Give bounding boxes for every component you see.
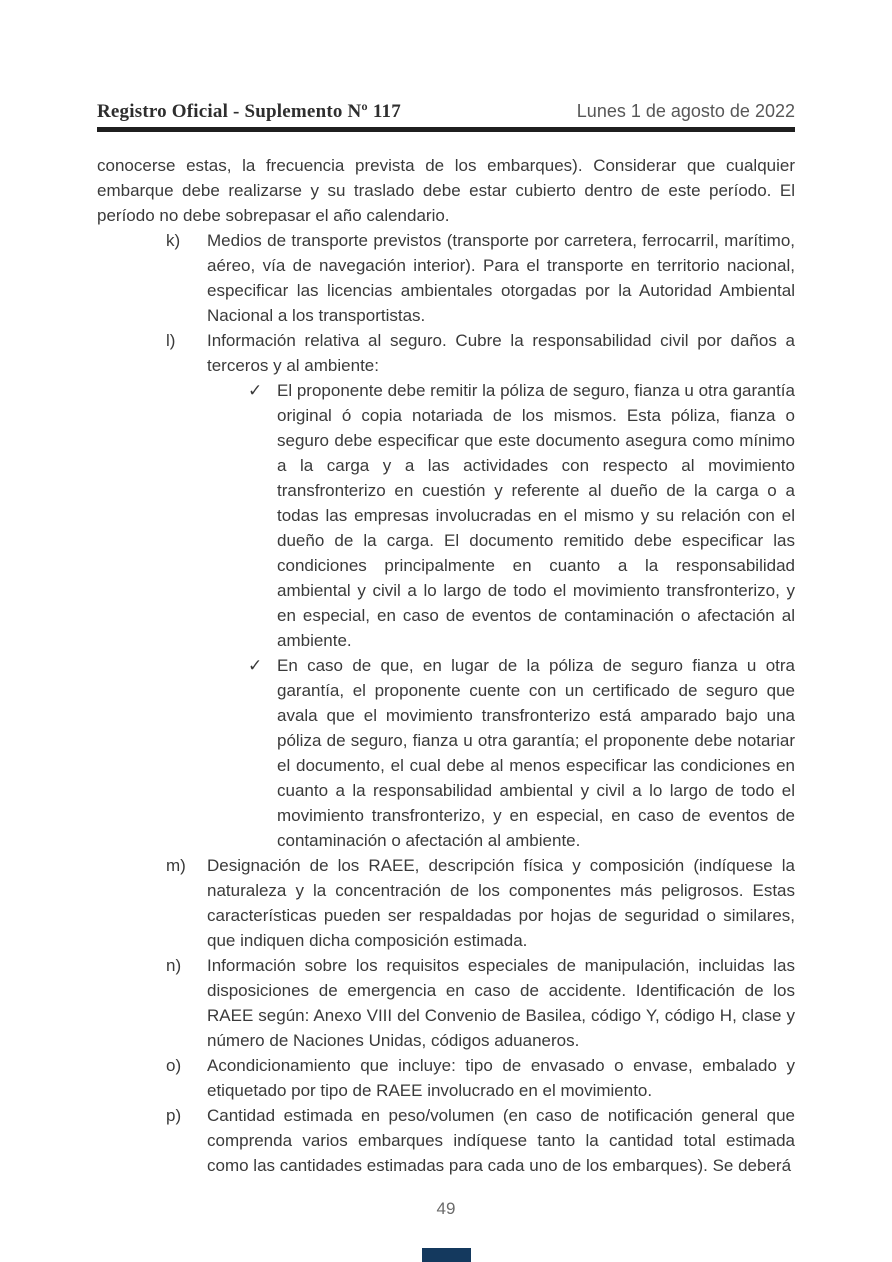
item-letter-label: l) bbox=[166, 331, 176, 350]
list-item bbox=[97, 1053, 795, 1103]
checkmark-icon: ✓ bbox=[248, 656, 263, 675]
page-marker-block bbox=[422, 1248, 471, 1262]
list-item bbox=[97, 853, 795, 953]
list-item bbox=[97, 953, 795, 1053]
intro-paragraph: conocerse estas, la frecuencia prevista de los embarques). Considerar que cualquier embarque debe realizarse y su traslado debe estar cubierto dentro de este período. El período no debe sobrepasar el año calendario. bbox=[97, 156, 795, 225]
item-text: Información sobre los requisitos especiales de manipulación, incluidas las disposiciones de emergencia en caso de accidente. Identificación de los RAEE según: Anexo VIII del Convenio de Basilea, código Y, código H, clase y número de Naciones Unidas, códigos aduaneros. bbox=[207, 956, 795, 1050]
list-item bbox=[97, 1103, 795, 1178]
item-text: Información relativa al seguro. Cubre la responsabilidad civil por daños a terceros y al ambiente: bbox=[207, 331, 795, 375]
item-letter-label: n) bbox=[166, 956, 182, 975]
checkmark-icon: ✓ bbox=[248, 381, 263, 400]
header-publication-title: Registro Oficial - Suplemento Nº 117 bbox=[97, 101, 401, 122]
check-item-text: En caso de que, en lugar de la póliza de seguro fianza u otra garantía, el proponente cuente con un certificado de seguro que avala que el movimiento transfronterizo está amparado bajo una póliza de seguro, fianza u otra garantía; el proponente debe notariar el documento, el cual debe al menos especificar las condiciones en cuanto a la responsabilidad ambiental y civil a lo largo de todo el movimiento transfronterizo, y en especial, en caso de eventos de contaminación o afectación al ambiente. bbox=[277, 656, 795, 850]
item-letter-label: m) bbox=[166, 856, 186, 875]
item-body bbox=[207, 1053, 795, 1103]
item-letter-label: o) bbox=[166, 1056, 182, 1075]
item-letter-label: k) bbox=[166, 231, 181, 250]
document-body bbox=[97, 153, 795, 1178]
items-list bbox=[97, 228, 795, 1178]
item-text: Cantidad estimada en peso/volumen (en caso de notificación general que comprenda varios embarques indíquese tanto la cantidad total estimada como las cantidades estimadas para cada uno de los embarques). Se deberá bbox=[207, 1106, 795, 1175]
item-body bbox=[207, 953, 795, 1053]
item-body bbox=[207, 1103, 795, 1178]
check-item-text: El proponente debe remitir la póliza de seguro, fianza u otra garantía original ó copia notariada de los mismos. Esta póliza, fianza o seguro debe especificar que este documento asegura como mínimo a la carga y a las actividades con respecto al movimiento transfronterizo en cuestión y referente al dueño de la carga o a todas las empresas involucradas en el mismo y su relación con el dueño de la carga. El documento remitido debe especificar las condiciones principalmente en cuanto a la responsabilidad ambiental y civil a lo largo de todo el movimiento transfronterizo, y en especial, en caso de eventos de contaminación o afectación al ambiente. bbox=[277, 381, 795, 650]
header-rule bbox=[97, 127, 795, 132]
item-letter-label: p) bbox=[166, 1106, 182, 1125]
list-item bbox=[97, 228, 795, 328]
page-header bbox=[97, 0, 795, 123]
item-body bbox=[207, 853, 795, 953]
check-list-item bbox=[248, 653, 795, 853]
item-body bbox=[207, 328, 795, 853]
item-text: Designación de los RAEE, descripción física y composición (indíquese la naturaleza y la concentración de los componentes más peligrosos. Estas características pueden ser respaldadas por hojas de seguridad o similares, que indiquen dicha composición estimada. bbox=[207, 856, 795, 950]
check-list-item bbox=[248, 378, 795, 653]
item-text: Medios de transporte previstos (transporte por carretera, ferrocarril, marítimo, aéreo, vía de navegación interior). Para el transporte en territorio nacional, especificar las licencias ambientales otorgadas por la Autoridad Ambiental Nacional a los transportistas. bbox=[207, 231, 795, 325]
item-body bbox=[207, 228, 795, 328]
item-text: Acondicionamiento que incluye: tipo de envasado o envase, embalado y etiquetado por tipo de RAEE involucrado en el movimiento. bbox=[207, 1056, 795, 1100]
page-number: 49 bbox=[436, 1199, 456, 1218]
list-item bbox=[97, 328, 795, 853]
header-date: Lunes 1 de agosto de 2022 bbox=[576, 101, 795, 121]
